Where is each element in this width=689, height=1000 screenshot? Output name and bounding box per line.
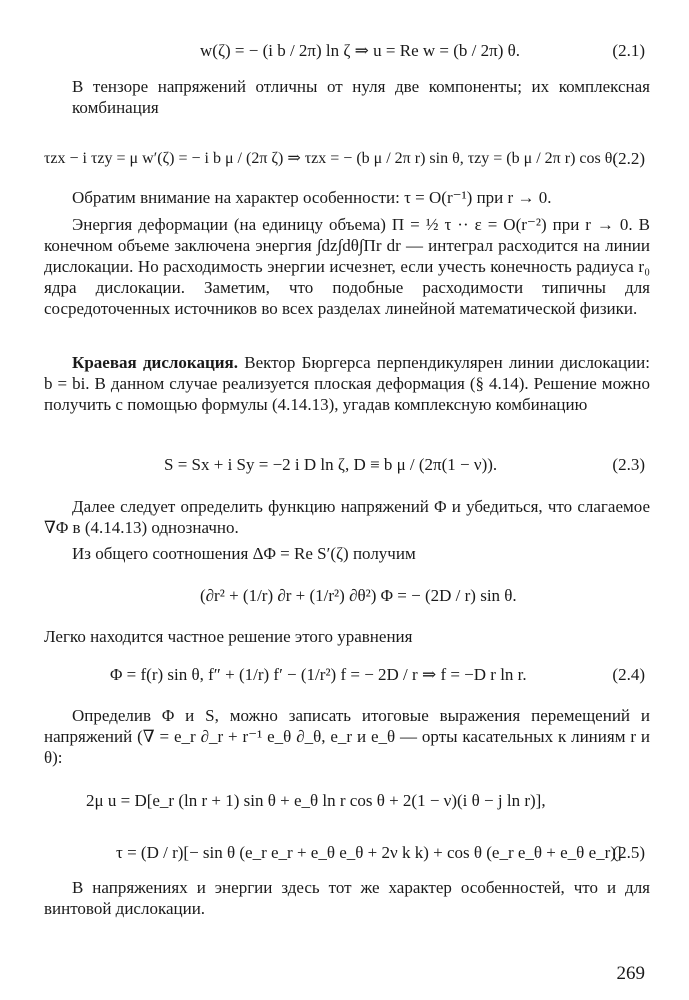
edge-dislocation-heading: Краевая дислокация.	[72, 353, 239, 372]
page-number: 269	[616, 963, 645, 984]
paragraph-conclusion: В напряжениях и энергии здесь тот же характер особенностей, что и для винтовой дислокации.	[44, 878, 650, 918]
paragraph-final-expressions: Определив Φ и S, можно записать итоговые выражения перемещений и напряжений (∇ = e_r ∂_r + r⁻¹ e_θ ∂_θ, e_r и e_θ — орты касательных к линиям r и θ):	[44, 706, 650, 767]
equation-number-2-1: (2.1)	[612, 41, 645, 60]
paragraph-tensor-text: В тензоре напряжений отличны от нуля две компоненты; их комплексная комбинация	[72, 77, 650, 117]
paragraph-stress-function: Далее следует определить функцию напряжений Φ и убедиться, что слагаемое ∇Φ в (4.14.13) однозначно.	[44, 497, 650, 537]
equation-number-2-3: (2.3)	[612, 455, 645, 474]
edge-dislocation-text: Вектор Бюргерса перпендикулярен линии дислокации: b = bi. В данном случае реализуется плоская деформация (§ 4.14). Решение можно получить с помощью формулы (4.14.13), угадав комплексную комбинацию	[44, 353, 650, 414]
equation-2-3: S = Sx + i Sy = −2 i D ln ζ, D ≡ b μ / (2π(1 − ν)).	[164, 455, 498, 474]
equation-number-2-5: (2.5)	[612, 843, 645, 862]
paragraph-energy: Энергия деформации (на единицу объема) П = ½ τ ·· ε = O(r⁻²) при r → 0. В конечном объеме заключена энергия ∫dz∫dθ∫Пr dr — интеграл расходится на линии дислокации. Но расходимость энергии исчезнет, если учесть конечность радиуса r₀ ядра дислокации. Заметим, что подобные расходимости типичны для сосредоточенных источников во всех разделах линейной математической физики.	[44, 215, 650, 318]
equation-2-4: Φ = f(r) sin θ, f″ + (1/r) f′ − (1/r²) f = − 2D / r ⇒ f = −D r ln r.	[110, 665, 527, 684]
paragraph-particular-solution: Легко находится частное решение этого уравнения	[44, 627, 413, 646]
paragraph-tensor	[72, 76, 650, 118]
paragraph-singularity: Обратим внимание на характер особенности: τ = O(r⁻¹) при r → 0.	[72, 188, 552, 207]
equation-2-1: w(ζ) = − (i b / 2π) ln ζ ⇒ u = Re w = (b / 2π) θ.	[200, 41, 521, 60]
equation-number-2-4: (2.4)	[612, 665, 645, 684]
paragraph-relation: Из общего соотношения ΔΦ = Re S′(ζ) получим	[72, 544, 416, 563]
equation-2-5: τ = (D / r)[− sin θ (e_r e_r + e_θ e_θ + 2ν k k) + cos θ (e_r e_θ + e_θ e_r)]	[116, 843, 622, 862]
paragraph-edge-dislocation	[44, 352, 650, 415]
equation-number-2-2: (2.2)	[612, 149, 645, 168]
equation-2-2: τzx − i τzy = μ w′(ζ) = − i b μ / (2π ζ) ⇒ τzx = − (b μ / 2π r) sin θ, τzy = (b μ / 2π r) cos θ.	[44, 150, 617, 167]
equation-displacement: 2μ u = D[e_r (ln r + 1) sin θ + e_θ ln r cos θ + 2(1 − ν)(i θ − j ln r)],	[86, 791, 546, 810]
equation-laplacian: (∂r² + (1/r) ∂r + (1/r²) ∂θ²) Φ = − (2D / r) sin θ.	[200, 586, 517, 605]
